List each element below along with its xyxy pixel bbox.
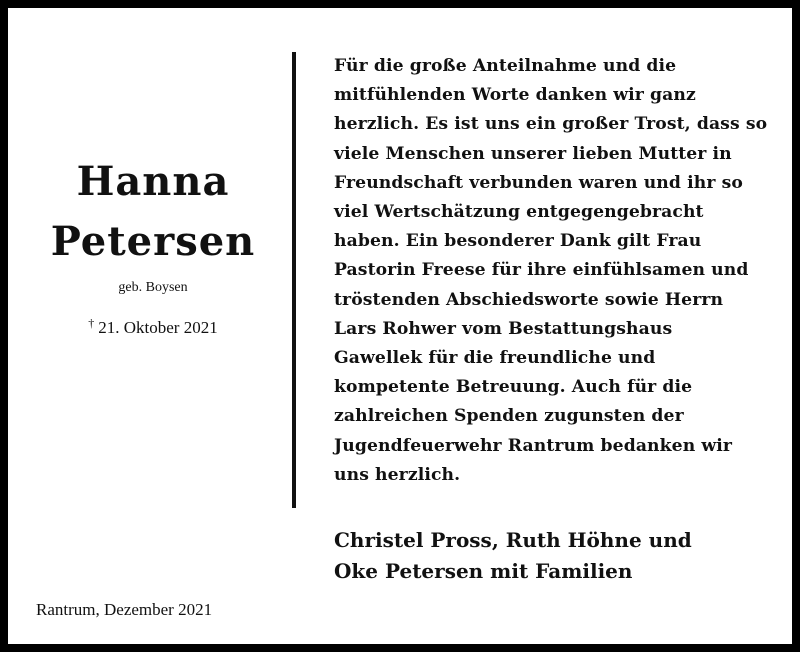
place-date: Rantrum, Dezember 2021 [36, 600, 213, 619]
cross-icon: † [88, 316, 95, 330]
deceased-first-name: Hanna [76, 158, 230, 205]
message-line: Pastorin Freese für ihre einfühlsamen und [334, 260, 749, 281]
message-line: herzlich. Es ist uns ein großer Trost, dass so [334, 114, 768, 135]
message-line: viele Menschen unserer lieben Mutter in [334, 143, 732, 164]
death-date-line [8, 316, 298, 338]
message-line: zahlreichen Spenden zugunsten der [334, 406, 684, 427]
message-line: kompetente Betreuung. Auch für die [334, 377, 693, 398]
vertical-divider [292, 52, 296, 508]
deceased-last-name: Petersen [50, 218, 256, 265]
signature-line: Oke Petersen mit Familien [334, 559, 633, 583]
message-line: tröstenden Abschiedsworte sowie Herrn [334, 289, 724, 310]
deceased-maiden-name: geb. Boysen [118, 280, 188, 295]
death-date: 21. Oktober 2021 [98, 318, 218, 337]
message-line: Gawellek für die freundliche und [334, 348, 656, 369]
message-line: Jugendfeuerwehr Rantrum bedanken wir [334, 435, 733, 456]
message-line: Für die große Anteilnahme und die [334, 56, 677, 76]
message-line: Lars Rohwer vom Bestattungshaus [334, 318, 673, 339]
message-line: mitfühlenden Worte danken wir ganz [334, 85, 696, 106]
signature-block [334, 525, 774, 587]
message-line: Freundschaft verbunden waren und ihr so [334, 172, 743, 193]
message-line: haben. Ein besonderer Dank gilt Frau [334, 231, 702, 252]
signature-line: Christel Pross, Ruth Höhne und [334, 528, 692, 552]
message-line: uns herzlich. [334, 464, 461, 485]
thank-you-message [334, 52, 774, 490]
message-line: viel Wertschätzung entgegengebracht [334, 202, 704, 223]
